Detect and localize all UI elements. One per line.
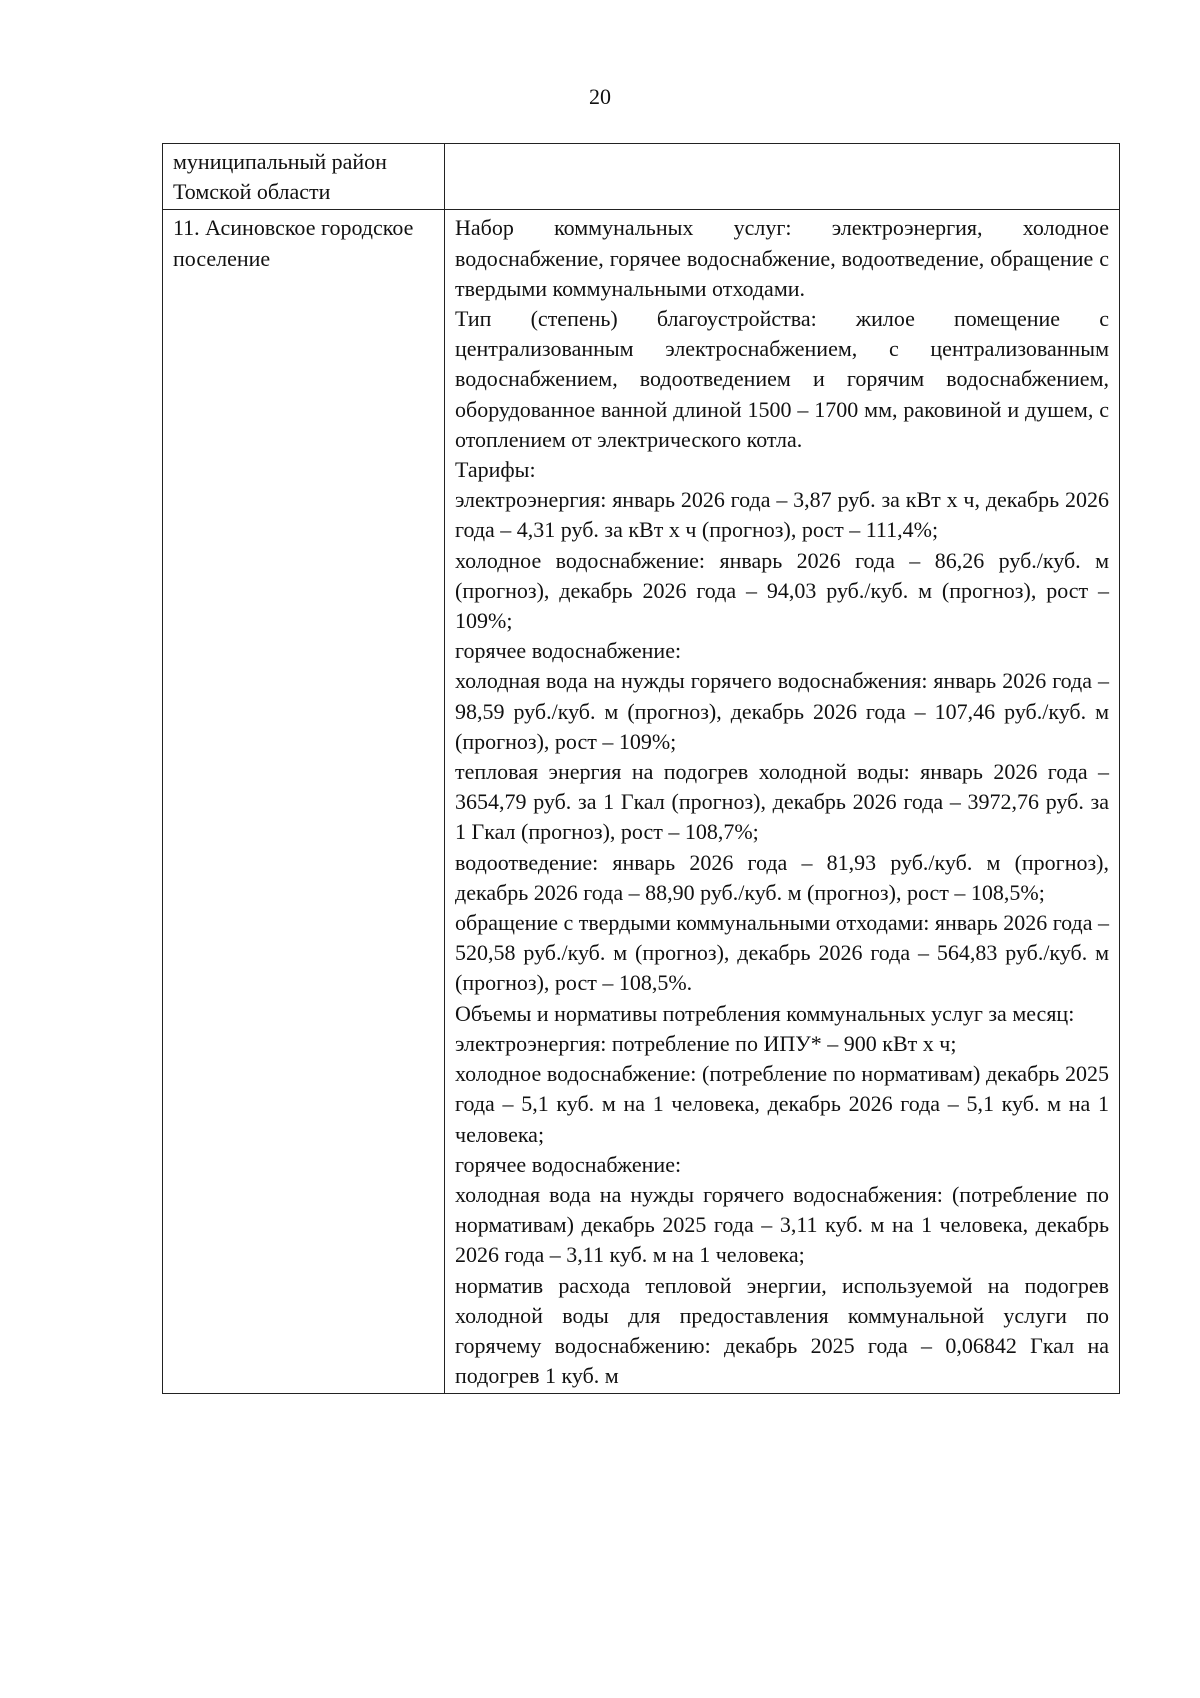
sewerage-tariff-text: водоотведение: январь 2026 года – 81,93 руб./куб. м (прогноз), декабрь 2026 года – 88,90 руб./куб. м (прогноз), рост – 108,5%; (455, 849, 1109, 905)
solid-waste-tariff-text: обращение с твердыми коммунальными отходами: январь 2026 года – 520,58 руб./куб. м (прогноз), декабрь 2026 года – 564,83 руб./куб. м (прогноз), рост – 108,5%. (455, 910, 1109, 996)
page-number: 20 (589, 84, 611, 109)
hot-water-cold-component-tariff-text: холодная вода на нужды горячего водоснабжения: январь 2026 года – 98,59 руб./куб. м (прогноз), декабрь 2026 года – 107,46 руб./куб. м (прогноз), рост – 109%; (455, 668, 1109, 754)
heat-energy-tariff-text: тепловая энергия на подогрев холодной воды: январь 2026 года – 3654,79 руб. за 1 Гкал (прогноз), декабрь 2026 года – 3972,76 руб. за 1 Гкал (прогноз), рост – 108,7%; (455, 759, 1109, 845)
table-row (163, 144, 1120, 210)
electricity-tariff-text: электроэнергия: январь 2026 года – 3,87 руб. за кВт х ч, декабрь 2026 года – 4,31 руб. за кВт х ч (прогноз), рост – 111,4%; (455, 487, 1109, 543)
hot-water-volume-heading: горячее водоснабжение: (455, 1151, 682, 1177)
empty-description-cell (445, 144, 1120, 210)
settlement-cell: 11. Асиновское городское поселение (163, 210, 445, 1394)
heat-energy-norm-text: норматив расхода тепловой энергии, используемой на подогрев холодной воды для предоставления коммунальной услуги по горячему водоснабжению: декабрь 2025 года – 0,06842 Гкал на подогрев 1 куб. м (455, 1272, 1109, 1389)
cold-water-volume-text: холодное водоснабжение: (потребление по нормативам) декабрь 2025 года – 5,1 куб. м на 1 человека, декабрь 2026 года – 5,1 куб. м на 1 человека; (455, 1061, 1109, 1147)
electricity-volume-text: электроэнергия: потребление по ИПУ* – 900 кВт х ч; (455, 1030, 957, 1056)
cold-water-tariff-text: холодное водоснабжение: январь 2026 года – 86,26 руб./куб. м (прогноз), декабрь 2026 года – 94,03 руб./куб. м (прогноз), рост – 109%; (455, 547, 1109, 634)
hot-water-cold-component-volume-text: холодная вода на нужды горячего водоснабжения: (потребление по нормативам) декабрь 2025 года – 3,11 куб. м на 1 человека, декабрь 2026 года – 3,11 куб. м на 1 человека; (455, 1181, 1109, 1268)
tariff-table (162, 143, 1120, 1394)
description-cell (445, 210, 1120, 1394)
hot-water-heading: горячее водоснабжение: (455, 638, 682, 664)
services-set-text: Набор коммунальных услуг: электроэнергия, холодное водоснабжение, горячее водоснабжение, водоотведение, обращение с твердыми коммунальными отходами. (455, 215, 1109, 301)
table-row (163, 210, 1120, 1394)
volumes-heading: Объемы и нормативы потребления коммунальных услуг за месяц: (455, 1000, 1075, 1026)
municipality-cell: муниципальный район Томской области (163, 144, 445, 210)
tariffs-heading: Тарифы: (455, 457, 536, 483)
amenities-type-text: Тип (степень) благоустройства: жилое помещение с централизованным электроснабжением, с централизованным водоснабжением, водоотведением и горячим водоснабжением, оборудованное ванной длиной 1500 – 1700 мм, раковиной и душем, с отоплением от электрического котла. (455, 306, 1109, 452)
